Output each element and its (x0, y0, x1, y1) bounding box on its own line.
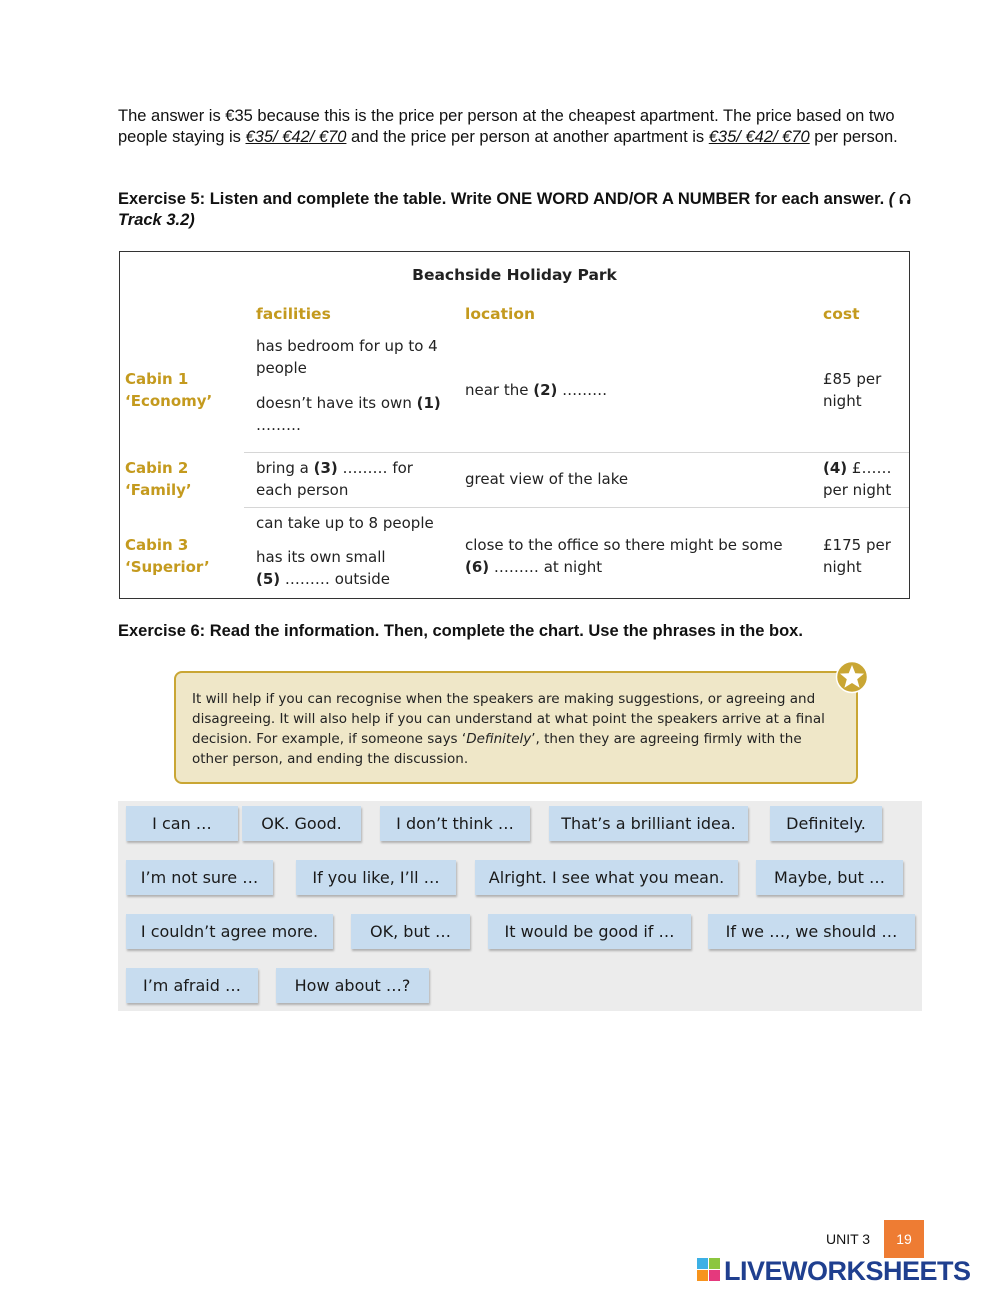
track-reference: ( Track 3.2) (118, 190, 911, 229)
answer-options-2: €35/ €42/ €70 (708, 128, 810, 146)
tip-box (174, 671, 858, 784)
star-icon (835, 660, 869, 694)
page-number: 19 (884, 1220, 924, 1258)
header-cost: cost (823, 305, 860, 323)
phrase-chip[interactable]: Maybe, but … (756, 860, 903, 895)
phrase-chip[interactable]: If we …, we should … (708, 914, 915, 949)
phrase-chip[interactable]: If you like, I’ll … (296, 860, 456, 895)
phrase-chip[interactable]: It would be good if … (488, 914, 691, 949)
phrase-bank (118, 801, 922, 1011)
cabin-3-label: Cabin 3 ‘Superior’ (125, 536, 210, 576)
cabin-1-facility-1: has bedroom for up to 4 people (256, 337, 438, 377)
phrase-chip[interactable]: I’m not sure … (126, 860, 273, 895)
row-divider (244, 507, 909, 508)
cabin-2-location: great view of the lake (465, 470, 629, 488)
intro-text: per person. (809, 128, 898, 146)
row-divider (244, 452, 909, 453)
cabin-1-label: Cabin 1 ‘Economy’ (125, 370, 213, 410)
exercise-5-instruction (118, 189, 918, 231)
cabin-3-location: close to the office so there might be some (6) ……… at night (465, 536, 783, 576)
phrase-chip[interactable]: Alright. I see what you mean. (475, 860, 738, 895)
phrase-chip[interactable]: OK. Good. (242, 806, 361, 841)
tip-emphasis: Definitely (466, 731, 532, 747)
phrase-chip[interactable]: I couldn’t agree more. (126, 914, 333, 949)
header-facilities: facilities (256, 305, 331, 323)
cabin-3-facility-1: can take up to 8 people (256, 514, 434, 532)
headphones-icon (899, 193, 911, 205)
cabin-2-cost: (4) £…… per night (823, 459, 892, 499)
intro-paragraph (118, 106, 918, 148)
answer-options-1: €35/ €42/ €70 (245, 128, 347, 146)
tip-text: ’, then they are agreeing firmly with the other person, and ending the discussion. (192, 731, 802, 767)
tip-text: It will help if you can recognise when the speakers are making suggestions, or agreeing and disagreeing. It will also help if you can understand at what point the speakers arrive at a final decision. For example, if someone says ‘ (192, 691, 825, 747)
phrase-chip[interactable]: Definitely. (770, 806, 882, 841)
exercise-5-text: Exercise 5: Listen and complete the table. Write ONE WORD AND/OR A NUMBER for each answer. (118, 190, 885, 208)
exercise-6-instruction: Exercise 6: Read the information. Then, complete the chart. Use the phrases in the box. (118, 622, 803, 640)
cabin-1-facility-2: doesn’t have its own (1) ……… (256, 394, 441, 434)
cabin-2-label: Cabin 2 ‘Family’ (125, 459, 192, 499)
holiday-park-table (119, 251, 910, 599)
cabin-1-location: near the (2) ……… (465, 381, 608, 399)
cabin-2-facility: bring a (3) ……… for each person (256, 459, 413, 499)
header-location: location (465, 305, 536, 323)
table-title: Beachside Holiday Park (412, 266, 617, 284)
cabin-3-facility-2: has its own small (5) ……… outside (256, 548, 390, 588)
phrase-chip[interactable]: That’s a brilliant idea. (549, 806, 748, 841)
phrase-chip[interactable]: I don’t think … (380, 806, 530, 841)
cabin-1-cost: £85 per night (823, 370, 882, 410)
liveworksheets-logo-icon (697, 1258, 721, 1282)
phrase-chip[interactable]: I can … (126, 806, 238, 841)
phrase-chip[interactable]: I’m afraid … (126, 968, 258, 1003)
phrase-chip[interactable]: How about …? (276, 968, 429, 1003)
intro-text: The answer is €35 because this is the price per person at the cheapest apartment. The price based on two people staying is (118, 107, 895, 146)
cabin-3-cost: £175 per night (823, 536, 891, 576)
brand-name: LIVEWORKSHEETS (724, 1256, 971, 1286)
intro-text: and the price per person at another apartment is (346, 128, 709, 146)
unit-label: UNIT 3 (826, 1231, 871, 1247)
phrase-chip[interactable]: OK, but … (351, 914, 470, 949)
